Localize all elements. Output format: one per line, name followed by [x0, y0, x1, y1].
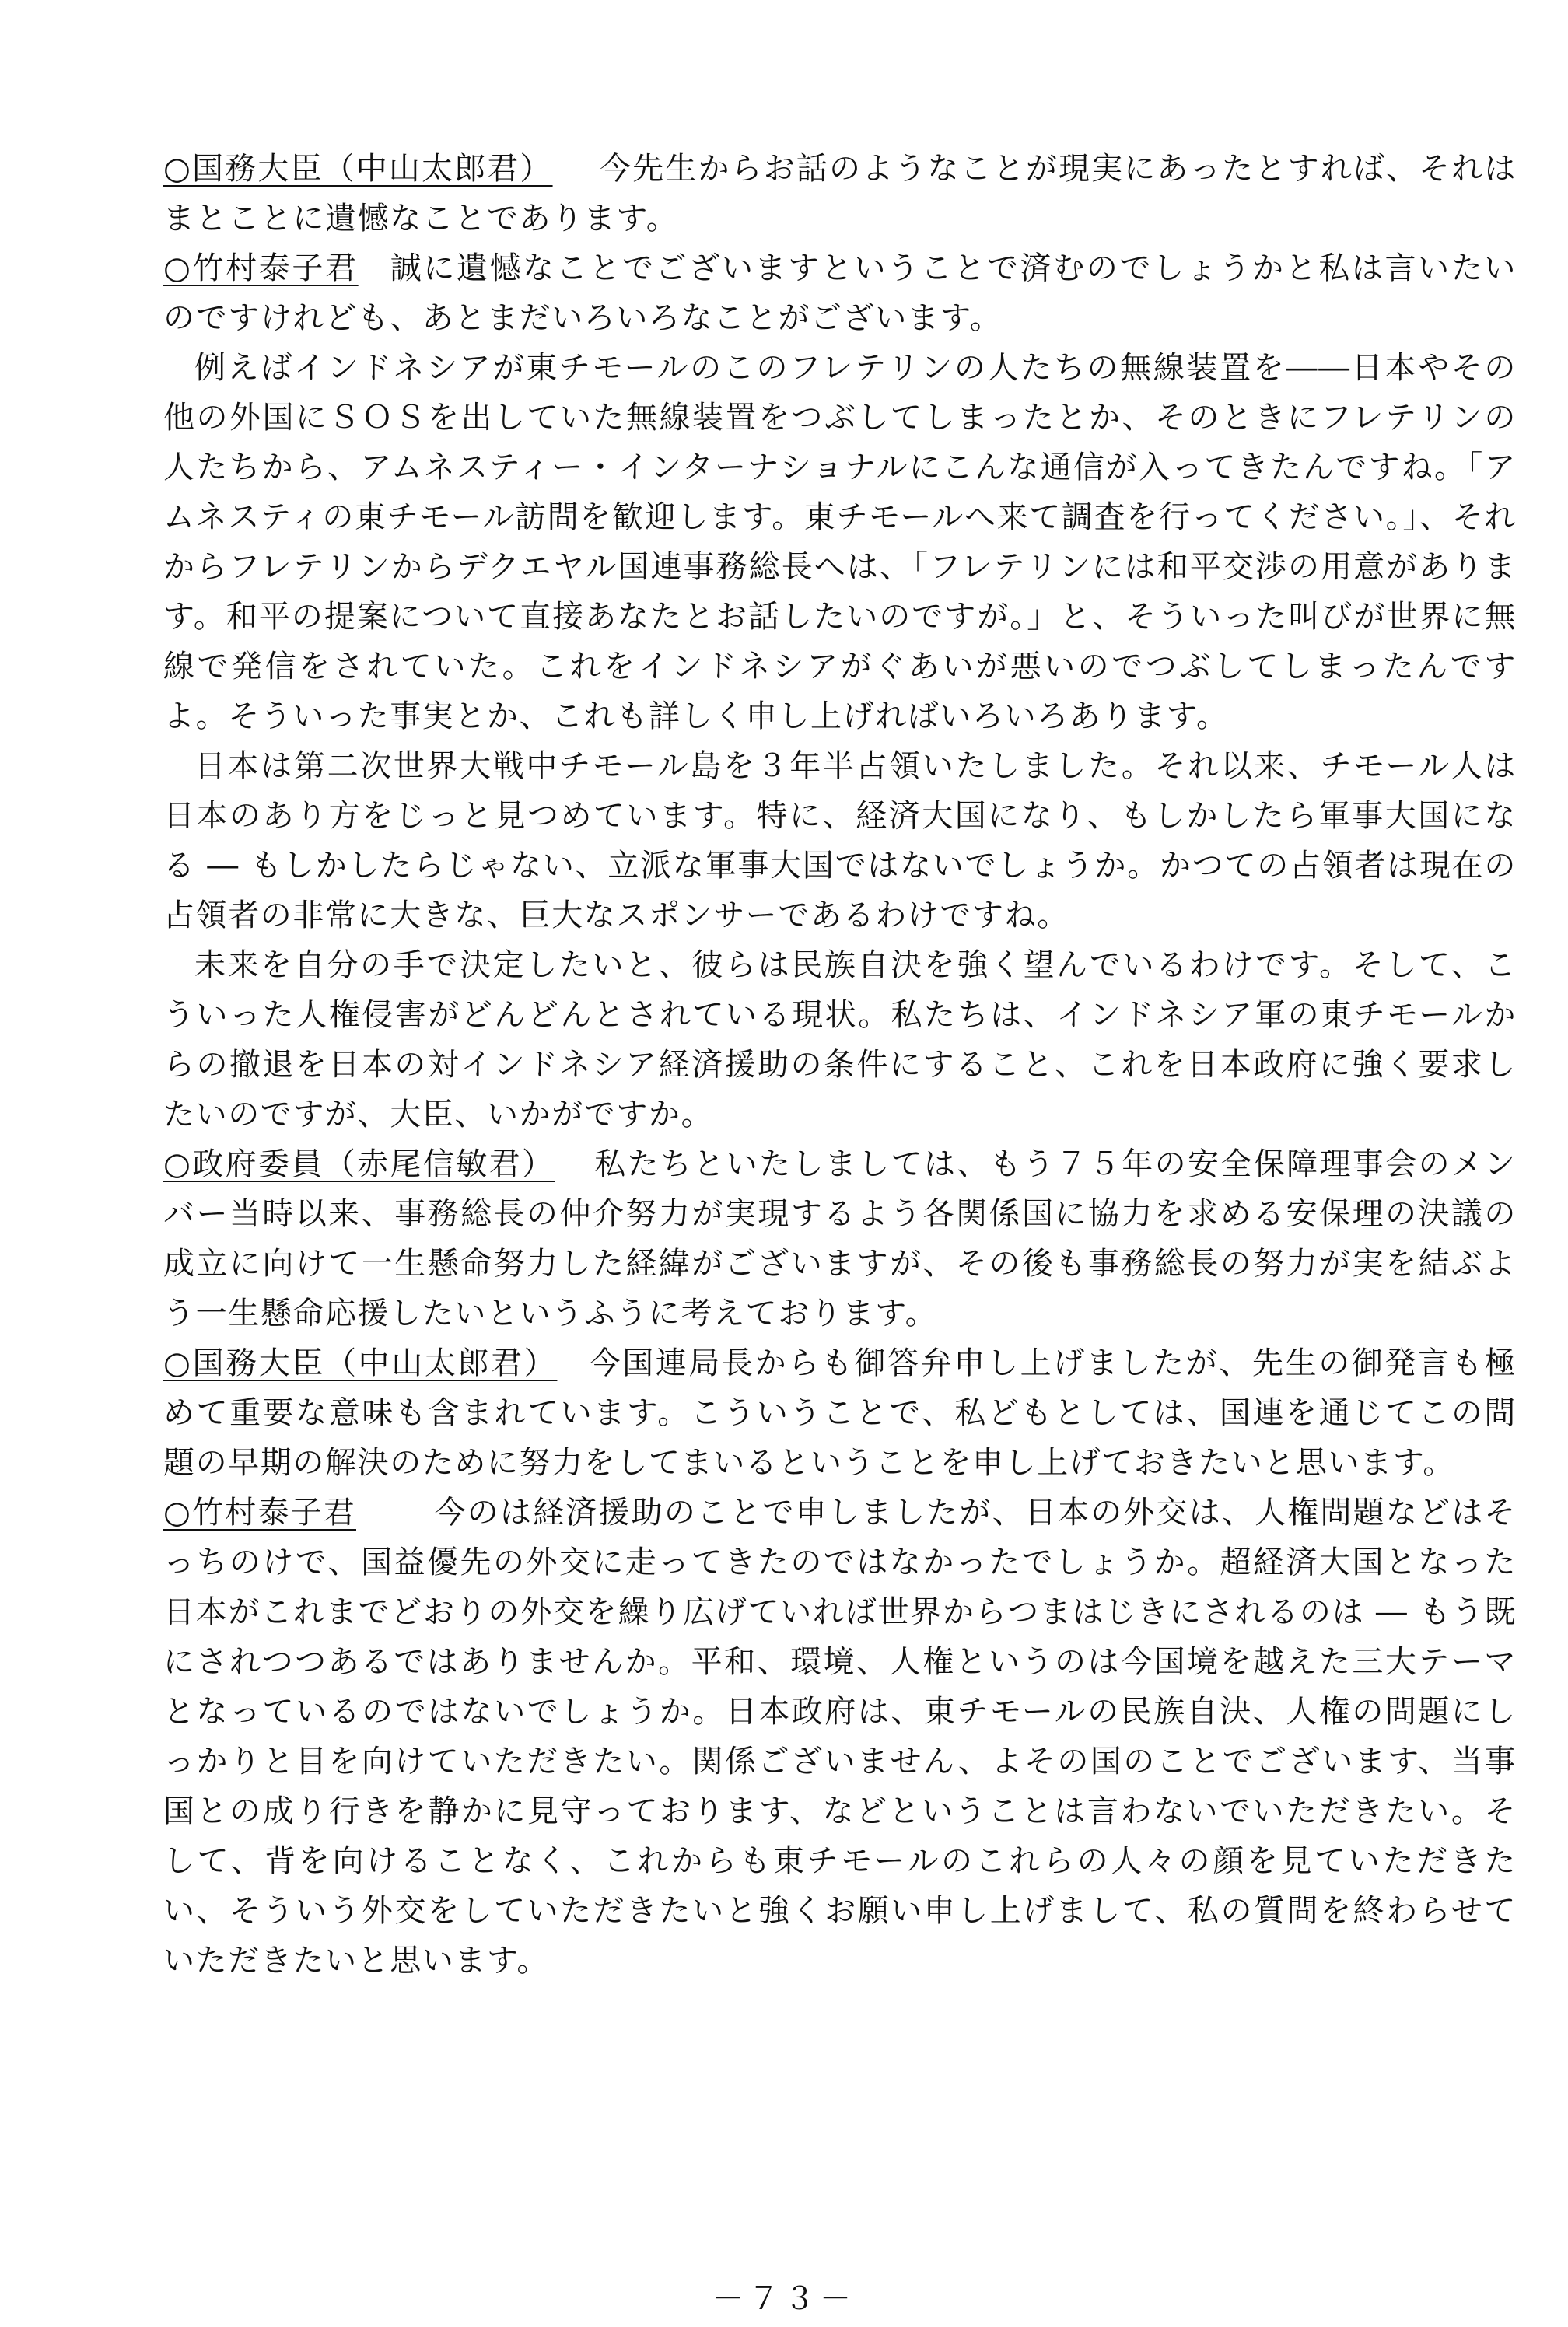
- speaker-label: ○国務大臣（中山太郎君）: [163, 151, 553, 187]
- page-number: －７３－: [712, 2281, 856, 2317]
- speech-text: 今のは経済援助のことで申しましたが、日本の外交は、人権問題などはそっちのけで、国益優先の外交に走ってきたのではなかったでしょうか。超経済大国となった日本がこれまでどおりの外交を繰り広げていれば世界からつまはじきにされるのは ― もう既にされつつあるではありませんか。平和、環境、人権というのは今国境を越えた三大テーマとなっているのではないでしょうか。日本政府は、東チモールの民族自決、人権の問題にしっかりと目を向けていただきたい。関係ございません、よその国のことでございます、当事国との成り行きを静かに見守っております、などということは言わないでいただきたい。そして、背を向けることなく、これからも東チモールのこれらの人々の顔を見ていただきたい、そういう外交をしていただきたいと強くお願い申し上げまして、私の質問を終わらせていただきたいと思います。: [163, 1495, 1517, 1979]
- speech-paragraph: [163, 243, 1517, 343]
- speaker-label: ○政府委員（赤尾信敏君）: [163, 1146, 555, 1182]
- speech-text: 未来を自分の手で決定したいと、彼らは民族自決を強く望んでいるわけです。そして、こういった人権侵害がどんどんとされている現状。私たちは、インドネシア軍の東チモールからの撤退を日本の対インドネシア経済援助の条件にすること、これを日本政府に強く要求したいのですが、大臣、いかがですか。: [163, 947, 1517, 1132]
- speech-text: 例えばインドネシアが東チモールのこのフレテリンの人たちの無線装置を――日本やその他の外国にＳＯＳを出していた無線装置をつぶしてしまったとか、そのときにフレテリンの人たちから、アムネスティー・インターナショナルにこんな通信が入ってきたんですね。「アムネスティの東チモール訪問を歓迎します。東チモールへ来て調査を行ってください。」、それからフレテリンからデクエヤル国連事務総長へは、「フレテリンには和平交渉の用意があります。和平の提案について直接あなたとお話したいのですが。」と、そういった叫びが世界に無線で発信をされていた。これをインドネシアがぐあいが悪いのでつぶしてしまったんですよ。そういった事実とか、これも詳しく申し上げればいろいろあります。: [163, 350, 1517, 734]
- speech-text: 今国連局長からも御答弁申し上げましたが、先生の御発言も極めて重要な意味も含まれています。こういうことで、私どもとしては、国連を通じてこの問題の早期の解決のために努力をしてまいるということを申し上げておきたいと思います。: [163, 1345, 1517, 1481]
- speech-paragraph: [163, 741, 1517, 940]
- speech-paragraph: [163, 1338, 1517, 1488]
- speech-paragraph: [163, 144, 1517, 243]
- speech-paragraph: [163, 940, 1517, 1139]
- speaker-label: ○竹村泰子君: [163, 250, 359, 286]
- speech-text: 誠に遺憾なことでございますということで済むのでしょうかと私は言いたいのですけれども、あとまだいろいろなことがございます。: [163, 250, 1517, 336]
- speech-text: 私たちといたしましては、もう７５年の安全保障理事会のメンバー当時以来、事務総長の仲介努力が実現するよう各関係国に協力を求める安保理の決議の成立に向けて一生懸命努力した経緯がございますが、その後も事務総長の努力が実を結ぶよう一生懸命応援したいというふうに考えております。: [163, 1146, 1517, 1331]
- speech-paragraph: [163, 343, 1517, 741]
- speech-text: 日本は第二次世界大戦中チモール島を３年半占領いたしました。それ以来、チモール人は日本のあり方をじっと見つめています。特に、経済大国になり、もしかしたら軍事大国になる ― もしかしたらじゃない、立派な軍事大国ではないでしょうか。かつての占領者は現在の占領者の非常に大きな、巨大なスポンサーであるわけですね。: [163, 748, 1517, 933]
- speech-paragraph: [163, 1488, 1517, 1986]
- document-page: [163, 144, 1517, 1986]
- speech-paragraph: [163, 1139, 1517, 1338]
- page-number-container: [0, 2274, 1568, 2318]
- speaker-label: ○竹村泰子君: [163, 1495, 356, 1531]
- speech-text: 今先生からお話のようなことが現実にあったとすれば、それはまとことに遺憾なことであります。: [163, 151, 1517, 236]
- speaker-label: ○国務大臣（中山太郎君）: [163, 1345, 558, 1381]
